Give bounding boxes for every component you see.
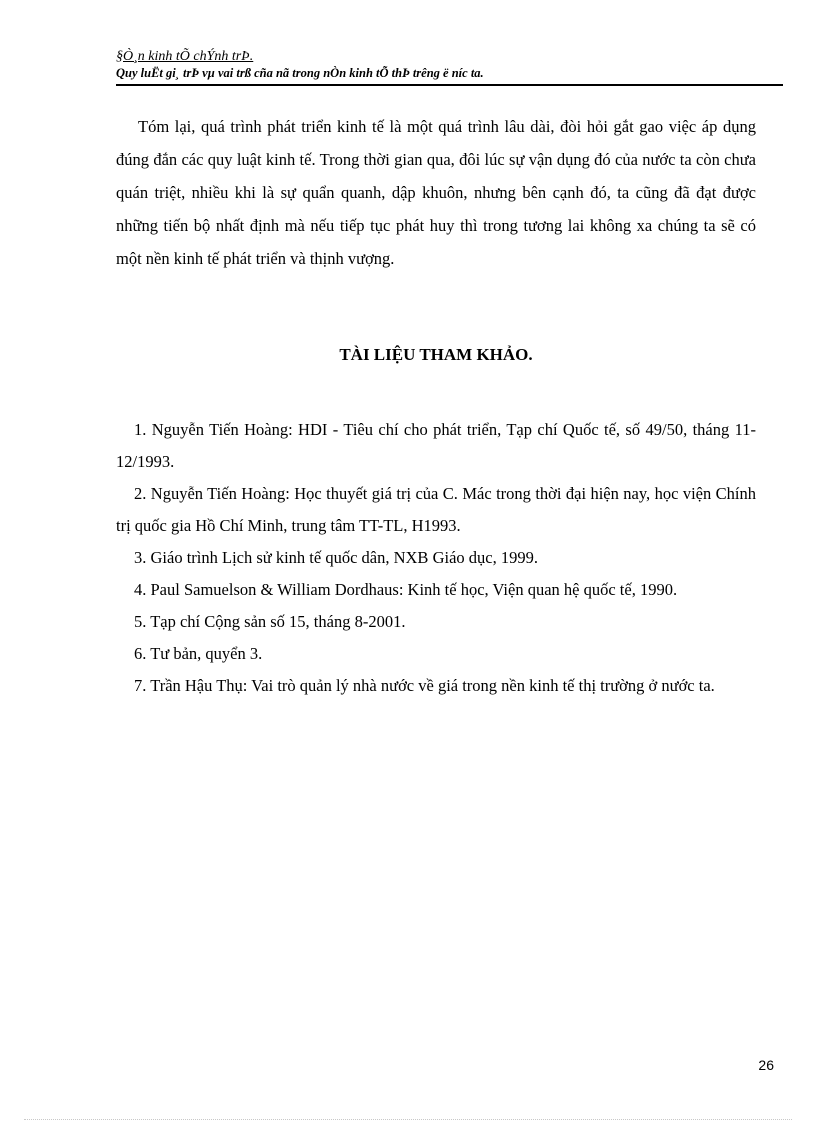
references-list	[116, 414, 756, 702]
reference-item: 6. Tư bản, quyển 3.	[134, 644, 263, 663]
reference-item: 7. Trần Hậu Thụ: Vai trò quản lý nhà nước về giá trong nền kinh tế thị trường ở nước ta.	[134, 676, 715, 695]
page-number: 26	[758, 1057, 774, 1073]
header-course-title: §Ò¸n kinh tÕ chÝnh trÞ.	[116, 49, 254, 64]
reference-item: 5. Tạp chí Cộng sản số 15, tháng 8-2001.	[134, 612, 406, 631]
running-header	[116, 48, 783, 86]
reference-item: 2. Nguyễn Tiến Hoàng: Học thuyết giá trị của C. Mác trong thời đại hiện nay, học viện Chính trị quốc gia Hồ Chí Minh, trung tâm TT-TL, H1993.	[116, 484, 756, 535]
page-bottom-divider	[24, 1119, 792, 1120]
reference-item: 1. Nguyễn Tiến Hoàng: HDI - Tiêu chí cho phát triển, Tạp chí Quốc tế, số 49/50, tháng 11-12/1993.	[116, 420, 756, 471]
header-essay-title: Quy luËt gi¸ trÞ vµ vai trß cña nã trong nÒn kinh tÕ thÞ trêng ë níc ta.	[116, 66, 484, 80]
references-title: TÀI LIỆU THAM KHẢO.	[339, 345, 533, 364]
header-rule	[116, 84, 783, 86]
summary-paragraph: Tóm lại, quá trình phát triển kinh tế là một quá trình lâu dài, đòi hỏi gắt gao việc áp dụng đúng đắn các quy luật kinh tế. Trong thời gian qua, đôi lúc sự vận dụng đó của nước ta còn chưa quán triệt, nhiều khi là sự quẩn quanh, dập khuôn, nhưng bên cạnh đó, ta cũng đã đạt được những tiến bộ nhất định mà nếu tiếp tục phát huy thì trong tương lai không xa chúng ta sẽ có một nền kinh tế phát triển và thịnh vượng.	[116, 117, 756, 268]
reference-item: 4. Paul Samuelson & William Dordhaus: Kinh tế học, Viện quan hệ quốc tế, 1990.	[134, 580, 678, 599]
reference-item: 3. Giáo trình Lịch sử kinh tế quốc dân, NXB Giáo dục, 1999.	[134, 548, 538, 567]
